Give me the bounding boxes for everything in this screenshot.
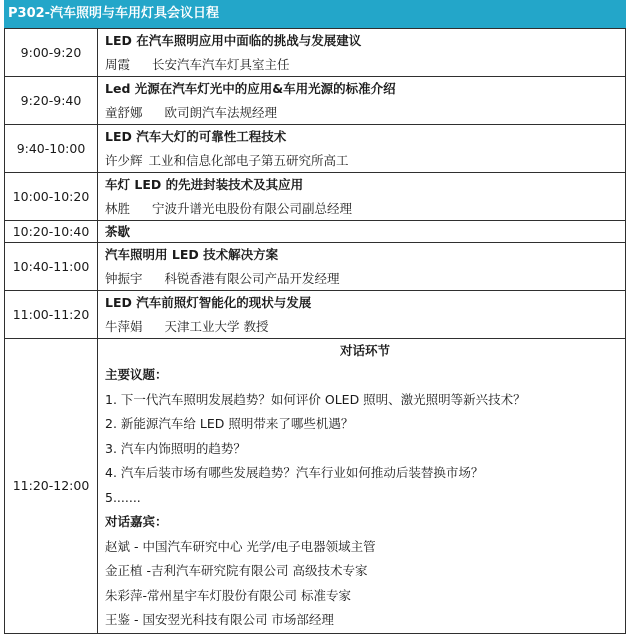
session-time: 11:20-12:00 xyxy=(5,339,98,634)
agenda-table xyxy=(4,28,626,634)
session-title: Led 光源在汽车灯光中的应用&车用光源的标准介绍 xyxy=(105,81,396,96)
session-time: 10:20-10:40 xyxy=(5,221,98,243)
agenda-header xyxy=(4,0,626,28)
session-content xyxy=(98,221,626,243)
session-speaker: 钟振宇 xyxy=(105,271,143,286)
agenda-row xyxy=(5,29,626,77)
panel-guests-label: 对话嘉宾： xyxy=(105,514,168,529)
session-title: 汽车照明用 LED 技术解决方案 xyxy=(105,247,279,262)
panel-topics-label: 主要议题： xyxy=(105,367,168,382)
agenda-row xyxy=(5,291,626,339)
session-content xyxy=(98,77,626,125)
panel-guest: 王鉴 - 国安翌光科技有限公司 市场部经理 xyxy=(105,612,334,627)
agenda-row xyxy=(5,125,626,173)
session-affiliation: 长安汽车汽车灯具室主任 xyxy=(152,57,290,72)
agenda-row-panel xyxy=(5,339,626,634)
session-time: 10:00-10:20 xyxy=(5,173,98,221)
panel-topic: 5....... xyxy=(105,489,141,505)
session-affiliation: 欧司朗汽车法规经理 xyxy=(164,105,278,120)
session-time: 11:00-11:20 xyxy=(5,291,98,339)
panel-guest: 赵斌 - 中国汽车研究中心 光学/电子电器领域主管 xyxy=(105,538,376,554)
session-affiliation: 天津工业大学 教授 xyxy=(164,319,269,334)
panel-guest: 金正植 -吉利汽车研究院有限公司 高级技术专家 xyxy=(105,563,368,578)
panel-heading: 对话环节 xyxy=(339,343,390,358)
agenda-row xyxy=(5,77,626,125)
session-affiliation: 工业和信息化部电子第五研究所高工 xyxy=(148,153,349,168)
session-content xyxy=(98,29,626,77)
session-speaker: 林胜 xyxy=(105,201,131,216)
session-title: LED 在汽车照明应用中面临的挑战与发展建议 xyxy=(105,33,362,48)
panel-content xyxy=(98,339,626,634)
panel-topic: 1. 下一代汽车照明发展趋势？如何评价 OLED 照明、激光照明等新兴技术？ xyxy=(105,391,526,407)
session-speaker: 周霞 xyxy=(105,57,131,72)
session-content xyxy=(98,291,626,339)
panel-topic: 3. 汽车内饰照明的趋势？ xyxy=(105,440,246,456)
session-time: 9:00-9:20 xyxy=(5,29,98,77)
session-time: 9:20-9:40 xyxy=(5,77,98,125)
agenda-row xyxy=(5,243,626,291)
session-affiliation: 宁波升谱光电股份有限公司副总经理 xyxy=(152,201,353,216)
agenda-document xyxy=(4,0,626,634)
session-title: 茶歇 xyxy=(105,224,131,239)
session-title: LED 汽车大灯的可靠性工程技术 xyxy=(105,129,287,144)
panel-guest: 朱彩萍-常州星宇车灯股份有限公司 标准专家 xyxy=(105,587,351,603)
agenda-title: P302-汽车照明与车用灯具会议日程 xyxy=(8,6,220,21)
panel-topic: 4. 汽车后装市场有哪些发展趋势？汽车行业如何推动后装替换市场？ xyxy=(105,465,484,480)
session-title: 车灯 LED 的先进封装技术及其应用 xyxy=(105,177,304,192)
session-speaker: 许少辉 xyxy=(105,153,143,168)
session-content xyxy=(98,125,626,173)
panel-topic: 2. 新能源汽车给 LED 照明带来了哪些机遇？ xyxy=(105,416,354,431)
session-affiliation: 科锐香港有限公司产品开发经理 xyxy=(164,271,340,286)
session-speaker: 牛萍娟 xyxy=(105,319,143,334)
session-time: 9:40-10:00 xyxy=(5,125,98,173)
session-content xyxy=(98,243,626,291)
agenda-row xyxy=(5,221,626,243)
agenda-row xyxy=(5,173,626,221)
session-content xyxy=(98,173,626,221)
session-time: 10:40-11:00 xyxy=(5,243,98,291)
session-title: LED 汽车前照灯智能化的现状与发展 xyxy=(105,295,312,310)
session-speaker: 童舒娜 xyxy=(105,105,143,120)
